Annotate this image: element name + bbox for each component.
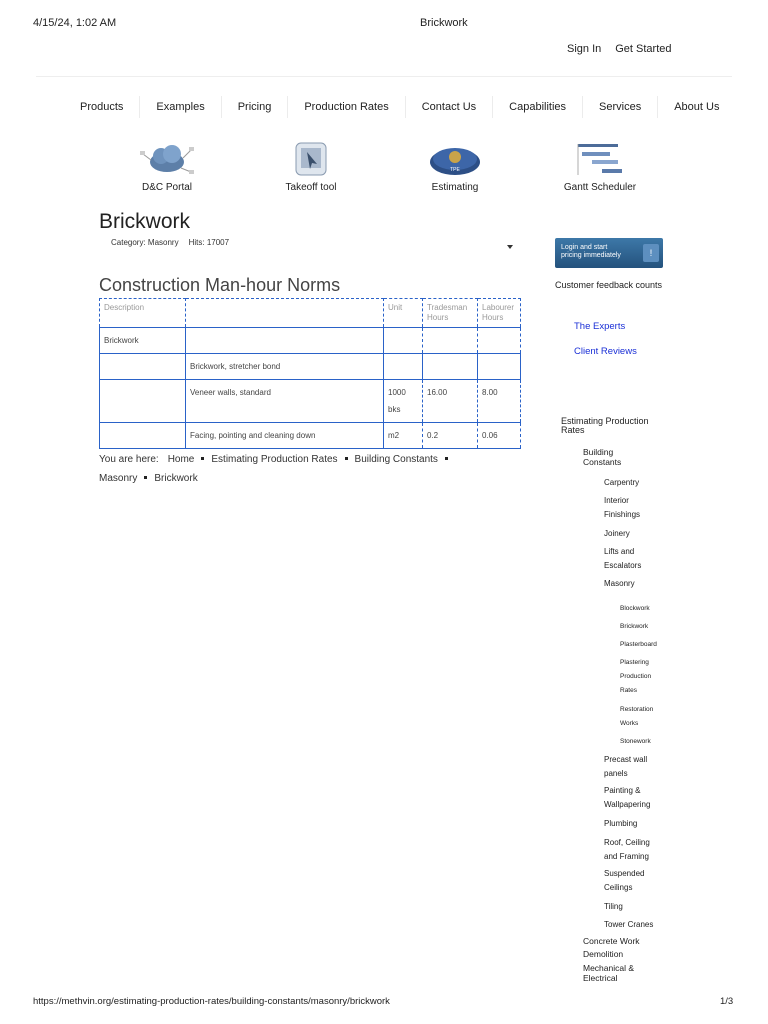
tool-label: D&C Portal: [141, 182, 192, 193]
page-title: Brickwork: [99, 210, 191, 233]
sidebar-item-concrete-work[interactable]: Concrete Work: [583, 936, 640, 946]
table-cell: m2: [384, 423, 423, 449]
nav-products[interactable]: Products: [64, 96, 140, 118]
sidebar-item-restoration-works[interactable]: Restoration Works: [620, 706, 654, 727]
customer-feedback-heading: Customer feedback counts: [555, 280, 663, 290]
table-cell: Facing, pointing and cleaning down: [186, 423, 384, 449]
sidebar-item-plumbing[interactable]: Plumbing: [604, 819, 638, 828]
table-cell: 8.00: [478, 380, 521, 423]
table-cell: Brickwork: [100, 328, 186, 354]
breadcrumb-separator: [201, 457, 204, 460]
login-button-line2: pricing immediately: [561, 252, 621, 259]
sidebar-tree-root[interactable]: Estimating Production Rates: [561, 416, 649, 435]
table-cell: [423, 354, 478, 380]
sidebar-item-demolition[interactable]: Demolition: [583, 949, 624, 959]
tool-estimating[interactable]: [400, 140, 510, 193]
header-divider: [36, 76, 732, 77]
gantt-chart-icon: [574, 140, 626, 178]
sidebar-item-stonework[interactable]: Stonework: [620, 738, 651, 745]
tool-dc-portal[interactable]: [112, 140, 222, 193]
chevron-down-icon[interactable]: [507, 245, 513, 249]
svg-text:TPE: TPE: [450, 167, 460, 173]
sidebar-item-precast-wall-panels[interactable]: Precast wall panels: [604, 755, 648, 778]
breadcrumb-current: Brickwork: [154, 473, 198, 484]
nav-production-rates[interactable]: Production Rates: [288, 96, 405, 118]
breadcrumb-building-constants[interactable]: Building Constants: [354, 454, 438, 465]
top-links: [567, 43, 686, 55]
th-description: Description: [100, 299, 186, 328]
tool-gantt[interactable]: [545, 140, 655, 193]
sidebar-item-suspended-ceilings[interactable]: Suspended Ceilings: [604, 869, 645, 892]
table-cell: Veneer walls, standard: [186, 380, 384, 423]
table-cell: [423, 328, 478, 354]
sidebar-item-painting-wallpapering[interactable]: Painting & Wallpapering: [604, 786, 651, 809]
section-title: Construction Man-hour Norms: [99, 275, 341, 295]
table-row: [100, 328, 521, 354]
article-meta: [111, 238, 239, 247]
sidebar-item-joinery[interactable]: Joinery: [604, 529, 630, 538]
table-cell: [100, 423, 186, 449]
sidebar-item-blockwork[interactable]: Blockwork: [620, 605, 650, 612]
login-start-pricing-button[interactable]: [555, 238, 663, 268]
sidebar-item-brickwork[interactable]: Brickwork: [620, 623, 649, 630]
get-started-link[interactable]: Get Started: [615, 43, 672, 55]
table-header-row: [100, 299, 521, 328]
table-cell: [478, 328, 521, 354]
client-reviews-link[interactable]: Client Reviews: [574, 346, 637, 357]
norms-table: [99, 298, 521, 449]
tool-label: Estimating: [431, 182, 479, 193]
nav-pricing[interactable]: Pricing: [222, 96, 289, 118]
breadcrumb-separator: [345, 457, 348, 460]
sidebar-item-lifts-escalators[interactable]: Lifts and Escalators: [604, 547, 642, 570]
table-cell: [478, 354, 521, 380]
table-row: [100, 423, 521, 449]
breadcrumb-home[interactable]: Home: [167, 454, 195, 465]
nav-examples[interactable]: Examples: [140, 96, 221, 118]
nav-services[interactable]: Services: [583, 96, 658, 118]
sidebar-item-carpentry[interactable]: Carpentry: [604, 478, 640, 487]
info-icon: !: [643, 244, 659, 262]
table-row: [100, 354, 521, 380]
breadcrumb-label: You are here:: [99, 454, 159, 465]
breadcrumb-masonry[interactable]: Masonry: [99, 473, 138, 484]
breadcrumb-separator: [445, 457, 448, 460]
article-category: Category: Masonry: [111, 238, 179, 247]
table-cell: [384, 328, 423, 354]
table-cell: 0.06: [478, 423, 521, 449]
tool-takeoff[interactable]: [256, 140, 366, 193]
sidebar-item-masonry[interactable]: Masonry: [604, 579, 635, 588]
sidebar-item-plastering-production-rates[interactable]: Plastering Production Rates: [620, 659, 652, 694]
estimating-disc-icon: [427, 140, 483, 178]
sidebar-tree-building-constants[interactable]: Building Constants: [583, 447, 622, 467]
sidebar-item-roof-ceiling-framing[interactable]: Roof, Ceiling and Framing: [604, 838, 650, 861]
breadcrumb-separator: [144, 476, 147, 479]
table-cell: [100, 354, 186, 380]
takeoff-tool-icon: [291, 140, 331, 178]
th-blank: [186, 299, 384, 328]
cloud-network-icon: [137, 140, 197, 178]
table-cell: [186, 328, 384, 354]
table-cell: [384, 354, 423, 380]
main-nav: [64, 96, 720, 118]
sidebar-item-tiling[interactable]: Tiling: [604, 902, 623, 911]
table-cell: 16.00: [423, 380, 478, 423]
article-hits: Hits: 17007: [188, 238, 230, 247]
print-datetime: 4/15/24, 1:02 AM: [33, 17, 117, 29]
nav-contact-us[interactable]: Contact Us: [406, 96, 493, 118]
login-button-line1: Login and start: [561, 244, 608, 251]
the-experts-link[interactable]: The Experts: [574, 321, 626, 332]
table-cell: 0.2: [423, 423, 478, 449]
sign-in-link[interactable]: Sign In: [567, 43, 602, 55]
nav-about-us[interactable]: About Us: [674, 101, 720, 113]
table-row: [100, 380, 521, 423]
print-footer-url: https://methvin.org/estimating-production-rates/building-constants/masonry/brickwork: [33, 996, 390, 1007]
th-labourer-hours: Labourer Hours: [478, 299, 521, 328]
table-cell: [100, 380, 186, 423]
th-tradesman-hours: Tradesman Hours: [423, 299, 478, 328]
table-cell: 1000 bks: [384, 380, 423, 423]
breadcrumb-estimating-production-rates[interactable]: Estimating Production Rates: [211, 454, 338, 465]
breadcrumb: [99, 450, 499, 488]
tool-label: Gantt Scheduler: [563, 182, 637, 193]
print-title: Brickwork: [420, 17, 468, 29]
th-unit: Unit: [384, 299, 423, 328]
tool-label: Takeoff tool: [285, 182, 337, 193]
print-page-number: 1/3: [720, 996, 734, 1007]
sidebar-item-interior-finishings[interactable]: Interior Finishings: [604, 496, 641, 519]
sidebar-item-mechanical-electrical[interactable]: Mechanical & Electrical: [583, 963, 635, 983]
table-cell: Brickwork, stretcher bond: [186, 354, 384, 380]
nav-capabilities[interactable]: Capabilities: [493, 96, 583, 118]
sidebar-item-plasterboard[interactable]: Plasterboard: [620, 641, 657, 648]
sidebar-item-tower-cranes[interactable]: Tower Cranes: [604, 920, 654, 929]
